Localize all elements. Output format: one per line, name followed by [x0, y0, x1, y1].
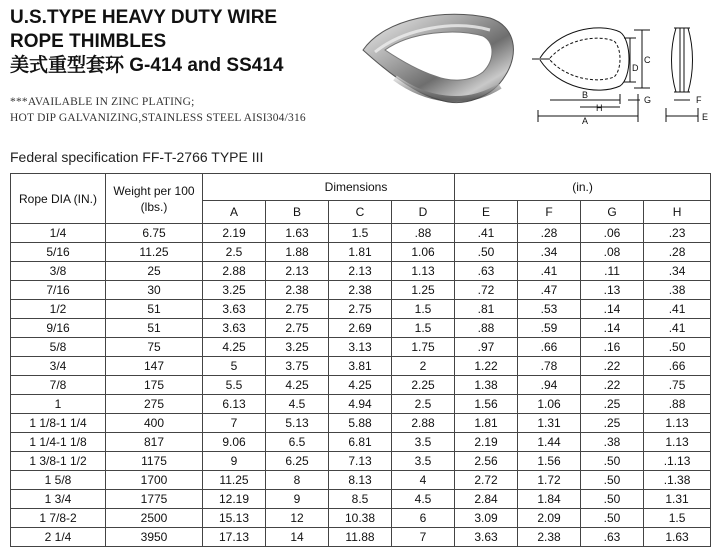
table-cell: .06	[581, 224, 644, 243]
table-cell: 1	[11, 395, 106, 414]
title-line-1: U.S.TYPE HEAVY DUTY WIRE	[10, 7, 278, 28]
table-cell: 5.13	[266, 414, 329, 433]
table-cell: 8.13	[329, 471, 392, 490]
table-row	[11, 471, 711, 490]
table-cell: 1.38	[455, 376, 518, 395]
table-row	[11, 490, 711, 509]
table-cell: 1 7/8-2	[11, 509, 106, 528]
table-cell: 1/4	[11, 224, 106, 243]
table-cell: 1.63	[644, 528, 711, 547]
table-cell: .34	[644, 262, 711, 281]
table-cell: 1175	[106, 452, 203, 471]
table-cell: .50	[581, 452, 644, 471]
table-cell: .41	[644, 319, 711, 338]
table-cell: 1 1/4-1 1/8	[11, 433, 106, 452]
table-cell: 4.25	[329, 376, 392, 395]
table-cell: 1.31	[644, 490, 711, 509]
table-cell: 1.72	[518, 471, 581, 490]
dim-label-b: B	[582, 90, 589, 100]
table-cell: .38	[581, 433, 644, 452]
table-row	[11, 338, 711, 357]
table-cell: 1.06	[392, 243, 455, 262]
header-dimensions: Dimensions	[203, 174, 455, 201]
table-cell: 1.5	[329, 224, 392, 243]
table-cell: .66	[644, 357, 711, 376]
header-col-f: F	[518, 201, 581, 224]
table-cell: .23	[644, 224, 711, 243]
table-cell: .41	[644, 300, 711, 319]
table-cell: 1.13	[644, 414, 711, 433]
table-cell: .22	[581, 357, 644, 376]
table-cell: 9	[266, 490, 329, 509]
table-cell: .94	[518, 376, 581, 395]
table-cell: 1.22	[455, 357, 518, 376]
table-cell: 1.84	[518, 490, 581, 509]
table-cell: 3.63	[455, 528, 518, 547]
table-cell: .66	[518, 338, 581, 357]
dim-label-g: G	[644, 95, 652, 105]
table-cell: 75	[106, 338, 203, 357]
dimensions-table	[10, 173, 711, 547]
table-row	[11, 509, 711, 528]
table-cell: 1.75	[392, 338, 455, 357]
table-cell: 15.13	[203, 509, 266, 528]
table-cell: 1.56	[518, 452, 581, 471]
header-col-d: D	[392, 201, 455, 224]
table-cell: 4.25	[203, 338, 266, 357]
product-title	[10, 6, 350, 78]
table-cell: 2.75	[266, 319, 329, 338]
table-cell: 12.19	[203, 490, 266, 509]
table-header-row	[11, 174, 711, 201]
table-cell: 2.38	[329, 281, 392, 300]
table-cell: .28	[518, 224, 581, 243]
table-cell: 1 3/4	[11, 490, 106, 509]
drawing-lines	[532, 28, 698, 122]
table-cell: 6.81	[329, 433, 392, 452]
note-line-1: ***AVAILABLE IN ZINC PLATING;	[10, 96, 195, 108]
table-cell: 2.88	[203, 262, 266, 281]
table-cell: .16	[581, 338, 644, 357]
table-cell: 4.25	[266, 376, 329, 395]
table-cell: 2.5	[203, 243, 266, 262]
dim-label-c: C	[644, 55, 651, 65]
table-cell: 3.75	[266, 357, 329, 376]
table-cell: 2.75	[266, 300, 329, 319]
header-col-e: E	[455, 201, 518, 224]
table-cell: .53	[518, 300, 581, 319]
table-cell: 6	[392, 509, 455, 528]
table-cell: .72	[455, 281, 518, 300]
table-cell: .1.13	[644, 452, 711, 471]
table-cell: 2.69	[329, 319, 392, 338]
table-cell: .50	[581, 471, 644, 490]
table-cell: 2.84	[455, 490, 518, 509]
table-cell: 1/2	[11, 300, 106, 319]
table-cell: 817	[106, 433, 203, 452]
availability-notes	[10, 94, 350, 126]
dim-label-h: H	[596, 103, 603, 113]
dimension-drawing	[528, 8, 720, 126]
table-cell: 1 5/8	[11, 471, 106, 490]
table-cell: 11.25	[106, 243, 203, 262]
table-row	[11, 414, 711, 433]
table-cell: 2 1/4	[11, 528, 106, 547]
table-cell: .14	[581, 319, 644, 338]
table-cell: .08	[581, 243, 644, 262]
table-cell: 2.5	[392, 395, 455, 414]
table-cell: 400	[106, 414, 203, 433]
table-cell: .34	[518, 243, 581, 262]
table-cell: .50	[581, 490, 644, 509]
table-cell: 2.19	[203, 224, 266, 243]
table-cell: 30	[106, 281, 203, 300]
table-cell: 3.09	[455, 509, 518, 528]
table-cell: 6.75	[106, 224, 203, 243]
table-cell: 1775	[106, 490, 203, 509]
table-cell: .38	[644, 281, 711, 300]
table-cell: 1.5	[392, 300, 455, 319]
table-row	[11, 224, 711, 243]
header-col-h: H	[644, 201, 711, 224]
table-cell: .1.38	[644, 471, 711, 490]
header-col-b: B	[266, 201, 329, 224]
table-cell: 7.13	[329, 452, 392, 471]
table-cell: .41	[455, 224, 518, 243]
title-line-3: 美式重型套环 G-414 and SS414	[10, 55, 284, 76]
table-cell: .41	[518, 262, 581, 281]
table-cell: 2.72	[455, 471, 518, 490]
table-cell: 1.13	[392, 262, 455, 281]
table-row	[11, 319, 711, 338]
header-unit: (in.)	[455, 174, 711, 201]
table-cell: 5	[203, 357, 266, 376]
table-cell: 1.81	[329, 243, 392, 262]
table-cell: .81	[455, 300, 518, 319]
table-cell: 4.5	[392, 490, 455, 509]
table-cell: .88	[455, 319, 518, 338]
table-cell: 1.88	[266, 243, 329, 262]
dim-label-d: D	[632, 63, 639, 73]
table-cell: 6.25	[266, 452, 329, 471]
table-cell: 3.81	[329, 357, 392, 376]
thimble-photo	[355, 8, 520, 116]
table-cell: .28	[644, 243, 711, 262]
table-row	[11, 395, 711, 414]
table-cell: 7/16	[11, 281, 106, 300]
table-cell: 3.63	[203, 319, 266, 338]
table-cell: .11	[581, 262, 644, 281]
dim-label-f: F	[696, 95, 702, 105]
table-cell: .47	[518, 281, 581, 300]
table-cell: 5.5	[203, 376, 266, 395]
table-cell: 6.5	[266, 433, 329, 452]
table-cell: 1.13	[644, 433, 711, 452]
table-cell: 1.5	[392, 319, 455, 338]
table-cell: 3.25	[266, 338, 329, 357]
table-cell: .63	[455, 262, 518, 281]
table-row	[11, 357, 711, 376]
table-row	[11, 281, 711, 300]
table-cell: 1.06	[518, 395, 581, 414]
federal-specification: Federal specification FF-T-2766 TYPE III	[10, 149, 264, 165]
table-cell: 2.25	[392, 376, 455, 395]
table-cell: 1700	[106, 471, 203, 490]
table-cell: 51	[106, 319, 203, 338]
table-cell: .14	[581, 300, 644, 319]
table-cell: .25	[581, 414, 644, 433]
table-cell: 8.5	[329, 490, 392, 509]
table-cell: 2	[392, 357, 455, 376]
table-cell: .75	[644, 376, 711, 395]
table-cell: 1 1/8-1 1/4	[11, 414, 106, 433]
header-col-c: C	[329, 201, 392, 224]
table-body	[11, 224, 711, 547]
table-cell: .63	[581, 528, 644, 547]
table-cell: 7	[203, 414, 266, 433]
table-cell: 2.38	[518, 528, 581, 547]
table-cell: 3.63	[203, 300, 266, 319]
table-cell: 9/16	[11, 319, 106, 338]
table-cell: 3.5	[392, 433, 455, 452]
table-cell: 147	[106, 357, 203, 376]
table-cell: 5.88	[329, 414, 392, 433]
header-col-g: G	[581, 201, 644, 224]
header-weight: Weight per 100 (lbs.)	[106, 174, 203, 224]
table-cell: 5/16	[11, 243, 106, 262]
table-cell: 25	[106, 262, 203, 281]
table-cell: .88	[644, 395, 711, 414]
table-cell: 2.38	[266, 281, 329, 300]
table-cell: .97	[455, 338, 518, 357]
table-cell: 3/8	[11, 262, 106, 281]
table-cell: 1.63	[266, 224, 329, 243]
table-cell: 1.44	[518, 433, 581, 452]
table-cell: 6.13	[203, 395, 266, 414]
table-cell: 1.31	[518, 414, 581, 433]
table-cell: 2.09	[518, 509, 581, 528]
table-cell: 12	[266, 509, 329, 528]
table-cell: 2.13	[329, 262, 392, 281]
table-cell: 7/8	[11, 376, 106, 395]
table-cell: 2.75	[329, 300, 392, 319]
table-cell: 7	[392, 528, 455, 547]
table-cell: 9.06	[203, 433, 266, 452]
table-cell: 1.25	[392, 281, 455, 300]
table-cell: 175	[106, 376, 203, 395]
header-col-a: A	[203, 201, 266, 224]
table-cell: 4	[392, 471, 455, 490]
table-cell: 1.81	[455, 414, 518, 433]
table-cell: 3/4	[11, 357, 106, 376]
table-cell: 14	[266, 528, 329, 547]
table-cell: 275	[106, 395, 203, 414]
table-cell: 11.25	[203, 471, 266, 490]
table-cell: 1.56	[455, 395, 518, 414]
table-cell: 2.19	[455, 433, 518, 452]
table-cell: 10.38	[329, 509, 392, 528]
table-cell: 1 3/8-1 1/2	[11, 452, 106, 471]
table-cell: 1.5	[644, 509, 711, 528]
table-cell: 3950	[106, 528, 203, 547]
table-cell: .50	[644, 338, 711, 357]
table-cell: 2.88	[392, 414, 455, 433]
table-row	[11, 243, 711, 262]
table-cell: .25	[581, 395, 644, 414]
table-cell: 9	[203, 452, 266, 471]
table-cell: .50	[581, 509, 644, 528]
table-cell: 17.13	[203, 528, 266, 547]
table-cell: 8	[266, 471, 329, 490]
table-cell: 2.56	[455, 452, 518, 471]
table-row	[11, 300, 711, 319]
table-cell: .88	[392, 224, 455, 243]
table-cell: 2500	[106, 509, 203, 528]
table-cell: .78	[518, 357, 581, 376]
dim-label-e: E	[702, 112, 709, 122]
table-row	[11, 433, 711, 452]
table-cell: 51	[106, 300, 203, 319]
table-cell: 2.13	[266, 262, 329, 281]
table-cell: .13	[581, 281, 644, 300]
table-cell: 3.13	[329, 338, 392, 357]
table-cell: 3.25	[203, 281, 266, 300]
table-row	[11, 262, 711, 281]
table-cell: 5/8	[11, 338, 106, 357]
table-cell: 4.94	[329, 395, 392, 414]
header-rope-dia: Rope DIA (IN.)	[11, 174, 106, 224]
table-cell: .59	[518, 319, 581, 338]
note-line-2: HOT DIP GALVANIZING,STAINLESS STEEL AISI304/316	[10, 112, 306, 124]
table-cell: 3.5	[392, 452, 455, 471]
table-row	[11, 376, 711, 395]
table-row	[11, 452, 711, 471]
table-cell: 4.5	[266, 395, 329, 414]
table-cell: .22	[581, 376, 644, 395]
table-cell: 11.88	[329, 528, 392, 547]
title-line-2: ROPE THIMBLES	[10, 31, 167, 52]
dim-label-a: A	[582, 116, 589, 126]
table-cell: .50	[455, 243, 518, 262]
